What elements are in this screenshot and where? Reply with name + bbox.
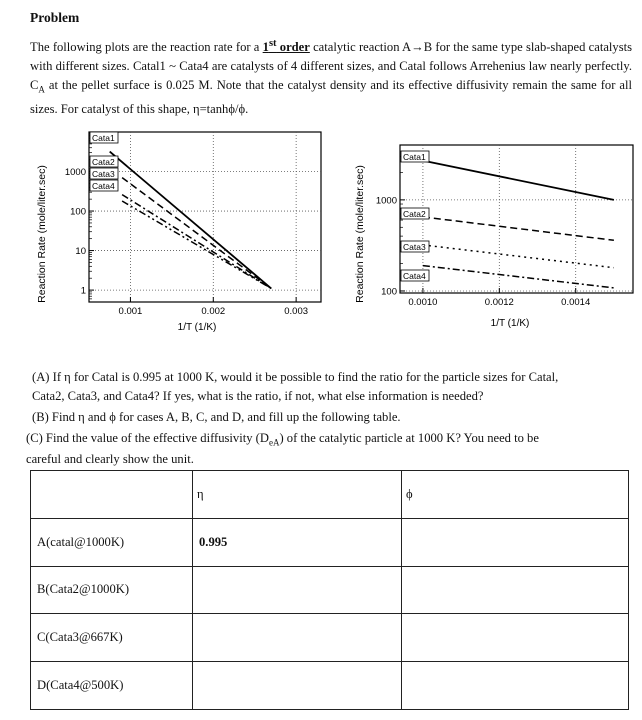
series-line-cata4 — [423, 266, 614, 288]
dea-subscript: eA — [268, 437, 280, 448]
y-tick-label: 1000 — [64, 167, 86, 179]
row-label: D(Cata4@500K) — [31, 662, 193, 710]
order-suffix-sup: st — [268, 38, 277, 49]
eta-cell[interactable] — [193, 614, 402, 662]
table-header-row — [31, 471, 629, 519]
right-plot-xlabel: 1/T (1/K) — [490, 318, 530, 329]
ca-subscript: A — [38, 84, 45, 95]
question-c-line-2: careful and clearly show the unit. — [26, 452, 194, 466]
x-tick-label: 0.0010 — [408, 297, 438, 308]
eta-cell[interactable]: 0.995 — [193, 518, 402, 566]
left-plot-legend — [90, 132, 118, 191]
answer-table — [30, 470, 629, 710]
plot-left — [33, 128, 333, 343]
row-label: C(Cata3@667K) — [31, 614, 193, 662]
phi-cell[interactable] — [402, 566, 629, 614]
legend-label-cata3: Cata3 — [92, 168, 115, 179]
left-plot-grid — [89, 132, 321, 302]
x-tick-label: 0.002 — [201, 306, 226, 317]
header-phi: ϕ — [402, 471, 629, 519]
table-row — [31, 566, 629, 614]
order-word: order — [276, 40, 310, 55]
legend-label-cata3: Cata3 — [403, 241, 426, 252]
row-label: A(catal@1000K) — [31, 518, 193, 566]
y-tick-label: 1 — [80, 285, 86, 297]
legend-label-cata4: Cata4 — [92, 180, 115, 191]
intro-part-2: catalytic reaction A→B for the same type slab-shaped catalysts with different sizes. Catal1 ~ Cata4 are catalysts of 4 different sizes, and Catal follows Arrehenius law nearly perfectly. C — [30, 40, 633, 93]
table-row — [31, 518, 629, 566]
right-plot-ticks — [376, 156, 590, 308]
right-plot-series — [423, 161, 614, 288]
plot-area-border — [89, 132, 321, 302]
left-plot-series — [110, 152, 272, 289]
series-line-cata3 — [122, 195, 271, 289]
eta-cell[interactable] — [193, 662, 402, 710]
series-line-cata4 — [122, 201, 271, 289]
order-number: 1 — [262, 40, 269, 55]
question-c-part-1: (C) Find the value of the effective diffusivity (D — [26, 431, 269, 445]
row-label: B(Cata2@1000K) — [31, 566, 193, 614]
left-plot-ylabel: Reaction Rate (mole/liter.sec) — [36, 165, 48, 303]
intro-part-3: at the pellet surface is 0.025 M. Note that the catalyst density and its effective diffusivity remain the same for all sizes. For catalyst of this shape, η=tanhϕ/ϕ. — [30, 78, 632, 116]
question-a-line-2: Cata2, Cata3, and Cata4? If yes, what is the ratio, if not, what else information is needed? — [32, 389, 484, 403]
plot-right — [350, 128, 640, 343]
table-row — [31, 662, 629, 710]
legend-label-cata2: Cata2 — [92, 156, 115, 167]
y-tick-label: 10 — [75, 246, 86, 258]
series-line-cata3 — [423, 245, 614, 268]
x-tick-label: 0.001 — [118, 306, 143, 317]
y-tick-label: 1000 — [375, 195, 397, 207]
series-line-cata1 — [423, 161, 614, 200]
header-empty-cell — [31, 471, 193, 519]
eta-cell[interactable] — [193, 566, 402, 614]
problem-statement — [30, 34, 632, 119]
series-line-cata2 — [423, 217, 614, 240]
question-a-line-1: (A) If η for Catal is 0.995 at 1000 K, would it be possible to find the ratio for the particle sizes for Catal, — [32, 370, 559, 384]
left-plot-xlabel: 1/T (1/K) — [177, 322, 217, 333]
x-tick-label: 0.0014 — [561, 297, 591, 308]
problem-heading: Problem — [30, 10, 80, 25]
intro-part-1: The following plots are the reaction rate for a — [30, 40, 263, 55]
question-b: (B) Find η and ϕ for cases A, B, C, and D, and fill up the following table. — [32, 410, 401, 424]
left-plot-frame — [89, 132, 321, 302]
right-plot-legend — [401, 151, 429, 281]
legend-label-cata1: Cata1 — [92, 132, 115, 143]
x-tick-label: 0.0012 — [484, 297, 514, 308]
legend-label-cata4: Cata4 — [403, 270, 426, 281]
table-row — [31, 614, 629, 662]
x-tick-label: 0.003 — [284, 306, 309, 317]
series-line-cata1 — [110, 152, 272, 289]
order-label — [263, 40, 310, 54]
phi-cell[interactable] — [402, 518, 629, 566]
legend-label-cata1: Cata1 — [403, 151, 426, 162]
phi-cell[interactable] — [402, 614, 629, 662]
header-eta: η — [193, 471, 402, 519]
question-c-line-1 — [26, 429, 636, 453]
y-tick-label: 100 — [70, 206, 86, 218]
series-line-cata2 — [122, 178, 271, 289]
y-tick-label: 100 — [381, 286, 397, 298]
question-c-part-2: ) of the catalytic particle at 1000 K? You need to be — [279, 431, 539, 445]
legend-label-cata2: Cata2 — [403, 208, 426, 219]
right-plot-ylabel: Reaction Rate (mole/liter.sec) — [354, 165, 366, 303]
phi-cell[interactable] — [402, 662, 629, 710]
